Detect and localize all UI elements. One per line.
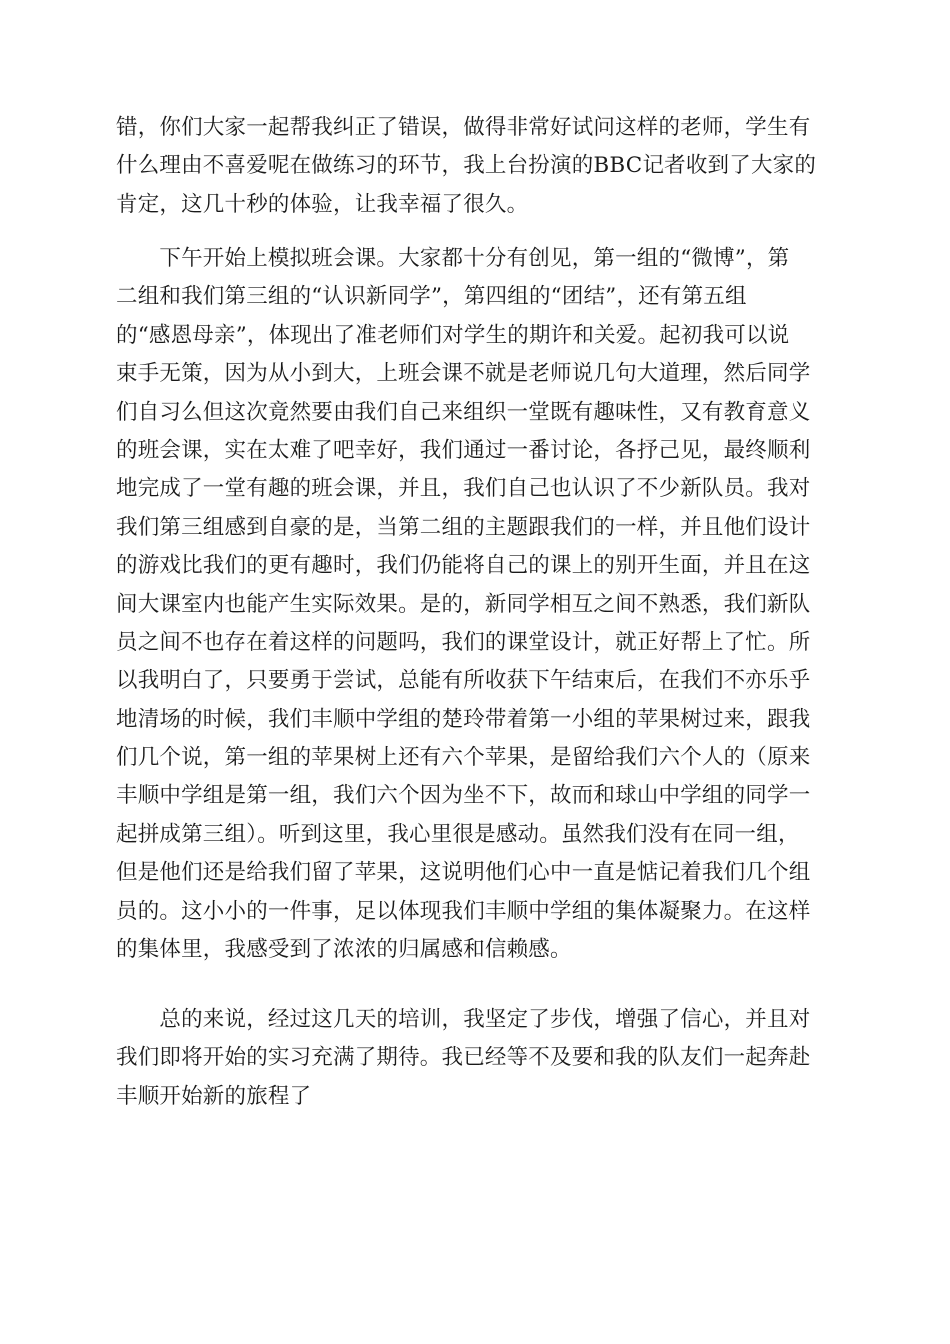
paragraph-line: 的游戏比我们的更有趣时，我们仍能将自己的课上的别开生面，并且在这 [116, 553, 811, 579]
paragraph-line: 起拼成第三组）。听到这里，我心里很是感动。虽然我们没有在同一组， [116, 821, 800, 847]
paragraph-2 [116, 240, 832, 969]
paragraph-line: 员之间不也存在着这样的问题吗，我们的课堂设计，就正好帮上了忙。所 [116, 629, 811, 655]
paragraph-line: 的集体里，我感受到了浓浓的归属感和信赖感。 [116, 937, 572, 963]
paragraph-3 [116, 1001, 832, 1116]
paragraph-line: 我们即将开始的实习充满了期待。我已经等不及要和我的队友们一起奔赴 [116, 1045, 811, 1071]
paragraph-line: 的“感恩母亲”，体现出了准老师们对学生的期许和关爱。起初我可以说 [116, 322, 790, 348]
paragraph-line: 二组和我们第三组的“认识新同学”，第四组的“团结”，还有第五组 [116, 284, 747, 310]
paragraph-line: 总的来说，经过这几天的培训，我坚定了步伐，增强了信心，并且对 [116, 1007, 811, 1032]
paragraph-line: 我们第三组感到自豪的是，当第二组的主题跟我们的一样，并且他们设计 [116, 514, 811, 540]
paragraph-line: 错，你们大家一起帮我纠正了错误，做得非常好试问这样的老师，学生有 [116, 115, 811, 140]
paragraph-line: 但是他们还是给我们留了苹果，这说明他们心中一直是惦记着我们几个组 [116, 860, 811, 886]
paragraph-line: 地清场的时候，我们丰顺中学组的楚玲带着第一小组的苹果树过来，跟我 [116, 706, 811, 732]
paragraph-line: 间大课室内也能产生实际效果。是的，新同学相互之间不熟悉，我们新队 [116, 591, 811, 617]
paragraph-line: 肯定，这几十秒的体验，让我幸福了很久。 [116, 191, 529, 217]
paragraph-line: 丰顺中学组是第一组，我们六个因为坐不下，故而和球山中学组的同学一 [116, 783, 811, 809]
paragraph-1 [116, 109, 832, 224]
paragraph-line: 的班会课，实在太难了吧幸好，我们通过一番讨论，各抒己见，最终顺利 [116, 437, 811, 463]
paragraph-line: 地完成了一堂有趣的班会课，并且，我们自己也认识了不少新队员。我对 [116, 476, 811, 502]
paragraph-line: 们几个说，第一组的苹果树上还有六个苹果，是留给我们六个人的（原来 [116, 745, 811, 771]
paragraph-line: 丰顺开始新的旅程了 [116, 1083, 312, 1109]
paragraph-line: 们自习么但这次竟然要由我们自己来组织一堂既有趣味性，又有教育意义 [116, 399, 811, 425]
paragraph-line: 下午开始上模拟班会课。大家都十分有创见，第一组的“微博”，第 [116, 246, 790, 271]
paragraph-line: 员的。这小小的一件事，足以体现我们丰顺中学组的集体凝聚力。在这样 [116, 898, 811, 924]
paragraph-line: 束手无策，因为从小到大，上班会课不就是老师说几句大道理，然后同学 [116, 361, 811, 387]
paragraph-line: 什么理由不喜爱呢在做练习的环节，我上台扮演的BBC记者收到了大家的 [116, 153, 817, 179]
paragraph-line: 以我明白了，只要勇于尝试，总能有所收获下午结束后，在我们不亦乐乎 [116, 668, 811, 694]
